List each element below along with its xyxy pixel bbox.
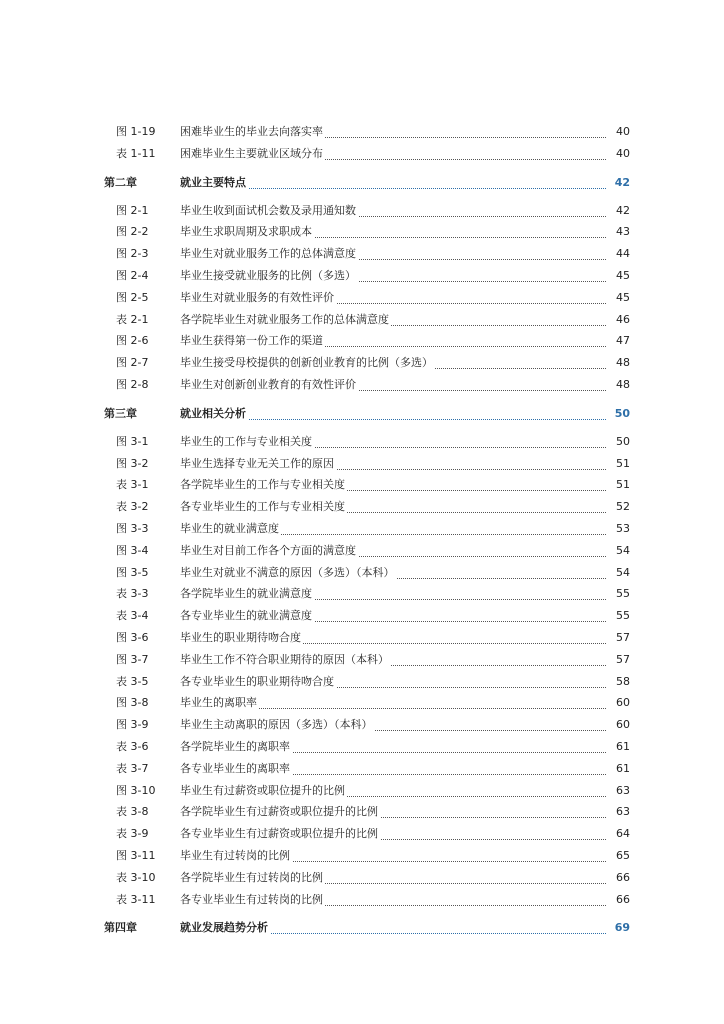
toc-page-number: 48: [606, 374, 630, 396]
toc-entry-title: 毕业生对就业不满意的原因（多选）（本科）: [180, 562, 397, 584]
toc-entry[interactable]: [0, 605, 724, 627]
toc-entry[interactable]: [0, 518, 724, 540]
toc-page-number: 61: [606, 758, 630, 780]
toc-page-number: 47: [606, 330, 630, 352]
toc-entry-title: 各学院毕业生有过薪资或职位提升的比例: [180, 801, 380, 823]
toc-chapter-entry[interactable]: [0, 396, 724, 431]
toc-page-number: 63: [606, 801, 630, 823]
toc-page-number: 40: [606, 143, 630, 165]
toc-entry[interactable]: [0, 431, 724, 453]
toc-entry[interactable]: [0, 692, 724, 714]
toc-entry-title: 各学院毕业生有过转岗的比例: [180, 867, 325, 889]
toc-page-number: 57: [606, 649, 630, 671]
toc-page-number: 61: [606, 736, 630, 758]
toc-entry[interactable]: [0, 474, 724, 496]
toc-entry[interactable]: [0, 845, 724, 867]
toc-entry-label: 图 3-8: [116, 696, 149, 710]
toc-page-number: 57: [606, 627, 630, 649]
toc-entry-label: 图 3-1: [116, 434, 149, 448]
toc-entry-title: 各学院毕业生的工作与专业相关度: [180, 474, 347, 496]
toc-page-number: 45: [606, 265, 630, 287]
toc-entry-label: 图 2-2: [116, 225, 149, 239]
toc-entry[interactable]: [0, 330, 724, 352]
toc-page-number: 66: [606, 867, 630, 889]
toc-page-number: 40: [606, 121, 630, 143]
toc-entry-title: 毕业生对目前工作各个方面的满意度: [180, 540, 358, 562]
toc-page-number: 52: [606, 496, 630, 518]
toc-entry-title: 各专业毕业生的离职率: [180, 758, 292, 780]
toc-entry-label: 图 3-6: [116, 630, 149, 644]
toc-entry-title: 毕业生对创新创业教育的有效性评价: [180, 374, 358, 396]
toc-entry-title: 毕业生求职周期及求职成本: [180, 221, 314, 243]
toc-page-number: 55: [606, 583, 630, 605]
toc-entry-title: 各专业毕业生的工作与专业相关度: [180, 496, 347, 518]
toc-entry-title: 各专业毕业生有过薪资或职位提升的比例: [180, 823, 380, 845]
toc-entry-label: 图 3-7: [116, 652, 149, 666]
toc-page-number: 64: [606, 823, 630, 845]
toc-page-number: 54: [606, 562, 630, 584]
toc-entry-title: 毕业生的离职率: [180, 692, 259, 714]
toc-entry-label: 表 3-9: [116, 827, 149, 841]
table-of-contents: [0, 121, 724, 945]
toc-page-number: 42: [606, 200, 630, 222]
toc-page-number: 50: [606, 396, 630, 431]
toc-entry-label: 表 3-4: [116, 609, 149, 623]
toc-entry-label: 图 1-19: [116, 125, 156, 138]
toc-entry[interactable]: [0, 867, 724, 889]
toc-page-number: 42: [606, 165, 630, 200]
toc-entry[interactable]: [0, 671, 724, 693]
toc-entry-label: 第三章: [104, 406, 137, 420]
toc-entry[interactable]: [0, 540, 724, 562]
toc-entry[interactable]: [0, 309, 724, 331]
toc-entry-label: 表 3-8: [116, 805, 149, 819]
toc-page-number: 63: [606, 780, 630, 802]
toc-entry-title: 困难毕业生主要就业区域分布: [180, 143, 325, 165]
toc-page-number: 58: [606, 671, 630, 693]
toc-entry[interactable]: [0, 649, 724, 671]
toc-page-number: 51: [606, 474, 630, 496]
toc-entry-title: 各专业毕业生的职业期待吻合度: [180, 671, 336, 693]
toc-page-number: 53: [606, 518, 630, 540]
toc-entry-title: 毕业生选择专业无关工作的原因: [180, 453, 336, 475]
toc-page-number: 60: [606, 714, 630, 736]
toc-page-number: 45: [606, 287, 630, 309]
toc-entry-title: 毕业生的工作与专业相关度: [180, 431, 314, 453]
toc-entry-label: 表 2-1: [116, 312, 149, 326]
toc-page-number: 48: [606, 352, 630, 374]
toc-entry[interactable]: [0, 889, 724, 911]
toc-entry-label: 表 3-3: [116, 587, 149, 601]
toc-entry-label: 表 3-1: [116, 478, 149, 492]
toc-entry[interactable]: [0, 823, 724, 845]
toc-entry-label: 表 3-5: [116, 674, 149, 688]
toc-entry[interactable]: [0, 714, 724, 736]
toc-entry-label: 图 2-1: [116, 203, 149, 217]
toc-entry-label: 表 3-6: [116, 739, 149, 753]
toc-entry-title: 毕业生主动离职的原因（多选）（本科）: [180, 714, 375, 736]
toc-page-number: 54: [606, 540, 630, 562]
toc-entry-label: 图 2-8: [116, 377, 149, 391]
toc-entry-title: 各专业毕业生的就业满意度: [180, 605, 314, 627]
toc-entry-title: 毕业生对就业服务工作的总体满意度: [180, 243, 358, 265]
toc-entry-title: 毕业生工作不符合职业期待的原因（本科）: [180, 649, 391, 671]
toc-entry-label: 表 3-11: [116, 892, 156, 906]
toc-entry-title: 毕业生有过薪资或职位提升的比例: [180, 780, 347, 802]
toc-page-number: 60: [606, 692, 630, 714]
toc-entry-label: 图 3-11: [116, 848, 156, 862]
toc-page-number: 51: [606, 453, 630, 475]
toc-page-number: 55: [606, 605, 630, 627]
toc-entry-title: 毕业生的就业满意度: [180, 518, 281, 540]
toc-page-number: 69: [606, 910, 630, 945]
toc-page-number: 65: [606, 845, 630, 867]
toc-entry[interactable]: [0, 583, 724, 605]
toc-entry-label: 图 2-4: [116, 268, 149, 282]
toc-entry[interactable]: [0, 143, 724, 165]
toc-entry-title: 毕业生获得第一份工作的渠道: [180, 330, 325, 352]
toc-entry-label: 图 3-2: [116, 456, 149, 470]
toc-entry[interactable]: [0, 801, 724, 823]
toc-entry[interactable]: [0, 243, 724, 265]
toc-entry-title: 各学院毕业生的离职率: [180, 736, 292, 758]
toc-entry-title: 困难毕业生的毕业去向落实率: [180, 121, 325, 143]
toc-entry-label: 图 2-5: [116, 290, 149, 304]
toc-entry-label: 表 1-11: [116, 146, 156, 160]
toc-chapter-entry[interactable]: [0, 165, 724, 200]
toc-page-number: 50: [606, 431, 630, 453]
toc-entry-title: 就业发展趋势分析: [180, 910, 270, 945]
toc-entry[interactable]: [0, 265, 724, 287]
toc-entry[interactable]: [0, 221, 724, 243]
toc-entry[interactable]: [0, 287, 724, 309]
toc-entry-title: 各学院毕业生的就业满意度: [180, 583, 314, 605]
toc-page-number: 66: [606, 889, 630, 911]
toc-entry[interactable]: [0, 453, 724, 475]
toc-entry-label: 图 2-3: [116, 247, 149, 261]
toc-entry-label: 图 2-6: [116, 334, 149, 348]
toc-page-number: 44: [606, 243, 630, 265]
toc-entry[interactable]: [0, 780, 724, 802]
toc-entry-label: 图 2-7: [116, 356, 149, 370]
toc-entry-label: 第二章: [104, 175, 137, 189]
toc-entry-label: 图 3-3: [116, 521, 149, 535]
toc-entry[interactable]: [0, 496, 724, 518]
toc-page-number: 43: [606, 221, 630, 243]
toc-entry[interactable]: [0, 562, 724, 584]
toc-entry-title: 毕业生收到面试机会数及录用通知数: [180, 200, 358, 222]
toc-entry[interactable]: [0, 352, 724, 374]
toc-entry-label: 图 3-9: [116, 718, 149, 732]
toc-entry-label: 表 3-2: [116, 500, 149, 514]
toc-entry[interactable]: [0, 374, 724, 396]
toc-entry-title: 毕业生对就业服务的有效性评价: [180, 287, 336, 309]
toc-entry-label: 图 3-5: [116, 565, 149, 579]
toc-entry-title: 各学院毕业生对就业服务工作的总体满意度: [180, 309, 391, 331]
toc-entry-label: 表 3-10: [116, 870, 156, 884]
toc-entry[interactable]: [0, 121, 724, 143]
toc-chapter-entry[interactable]: [0, 910, 724, 945]
toc-entry-title: 毕业生接受就业服务的比例（多选）: [180, 265, 358, 287]
toc-entry[interactable]: [0, 758, 724, 780]
toc-entry-label: 表 3-7: [116, 761, 149, 775]
toc-entry-title: 毕业生的职业期待吻合度: [180, 627, 303, 649]
toc-page-number: 46: [606, 309, 630, 331]
toc-entry-title: 就业相关分析: [180, 396, 248, 431]
toc-entry-title: 毕业生接受母校提供的创新创业教育的比例（多选）: [180, 352, 435, 374]
toc-entry[interactable]: [0, 736, 724, 758]
toc-entry-label: 图 3-4: [116, 543, 149, 557]
toc-entry-title: 各专业毕业生有过转岗的比例: [180, 889, 325, 911]
toc-entry[interactable]: [0, 627, 724, 649]
toc-entry-title: 毕业生有过转岗的比例: [180, 845, 292, 867]
toc-entry-title: 就业主要特点: [180, 165, 248, 200]
toc-entry-label: 第四章: [104, 921, 137, 935]
toc-entry[interactable]: [0, 200, 724, 222]
toc-entry-label: 图 3-10: [116, 783, 156, 797]
